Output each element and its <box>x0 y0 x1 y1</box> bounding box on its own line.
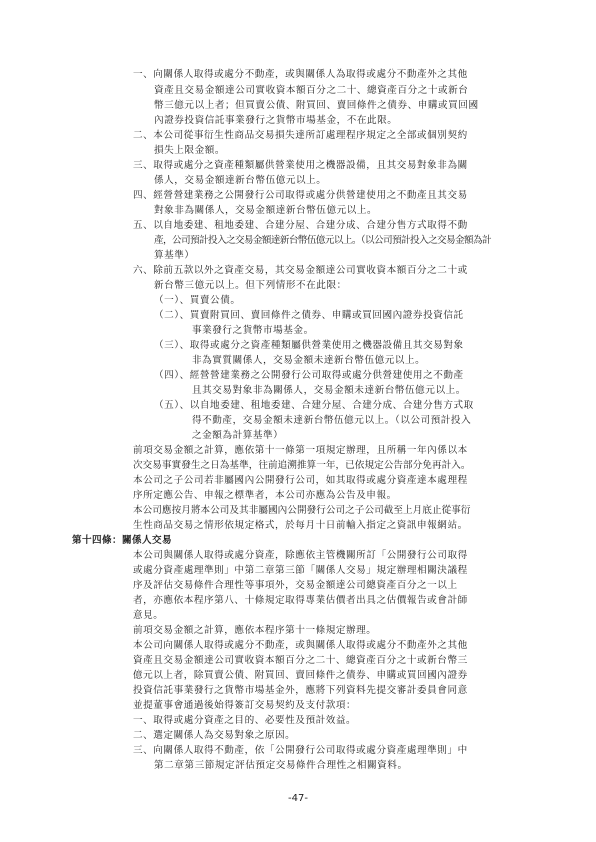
text-line: （五）、以自地委建、租地委建、合建分屋、合建分成、合建分售方式取 <box>154 400 474 411</box>
text-line: 序所定應公告、申報之標準者，本公司亦應為公告及申報。 <box>133 490 397 501</box>
text-line: 意見。 <box>133 610 164 621</box>
text-line: 產，公司預計投入之交易金額達新台幣伍億元以上。（以公司預計投入之交易金額為計 <box>154 235 491 246</box>
text-line: 內證券投資信託事業發行之貨幣市場基金，不在此限。 <box>154 115 398 126</box>
text-line: 算基準） <box>154 250 195 261</box>
text-line: 億元以上者，除買賣公債、附買回、賣回條件之債券、申購或買回國內證券 <box>133 670 468 681</box>
text-line: （四）、經營營建業務之公開發行公司取得或處分供營建使用之不動產 <box>154 370 464 381</box>
article-heading: 第十四條：關係人交易 <box>72 535 172 546</box>
text-line: 本公司與關係人取得或處分資產，除應依主管機關所訂「公開發行公司取得 <box>133 550 468 561</box>
text-line: 二、選定關係人為交易對象之原因。 <box>133 730 296 741</box>
text-line: （二）、買賣附買回、賣回條件之債券、申購或買回國內證券投資信託 <box>154 310 464 321</box>
text-line: 第二章第三節規定評估預定交易條件合理性之相關資料。 <box>154 760 408 771</box>
text-line: 生性商品交易之情形依規定格式，於每月十日前輸入指定之資訊申報網站。 <box>133 520 468 531</box>
text-line: 資產且交易金額達公司實收資本額百分之二十、總資產百分之十或新台 <box>154 85 469 96</box>
text-line: 或處分資產處理準則」中第二章第三節「關係人交易」規定辦理相關決議程 <box>133 565 468 576</box>
text-line: （一）、買賣公債。 <box>154 295 241 306</box>
text-line: 且其交易對象非為關係人，交易金額未達新台幣伍億元以上。 <box>192 385 466 396</box>
text-line: 係人，交易金額達新台幣伍億元以上。 <box>154 175 327 186</box>
text-line: 前項交易金額之計算，應依本程序第十一條規定辦理。 <box>133 625 377 636</box>
text-line: 幣三億元以上者；但買賣公債、附買回、賣回條件之債券、申購或買回國 <box>154 100 479 111</box>
text-line: 四、經營營建業務之公開發行公司取得或處分供營建使用之不動產且其交易 <box>133 190 468 201</box>
text-line: 三、向關係人取得不動產，依「公開發行公司取得或處分資產處理準則」中 <box>133 745 468 756</box>
text-line: 六、除前五款以外之資產交易，其交易金額達公司實收資本額百分之二十或 <box>133 265 468 276</box>
text-line: 事業發行之貨幣市場基金。 <box>192 325 314 336</box>
text-line: 投資信託事業發行之貨幣市場基金外，應將下列資料先提交審計委員會同意 <box>133 685 468 696</box>
text-line: 二、本公司從事衍生性商品交易損失達所訂處理程序規定之全部或個別契約 <box>133 130 468 141</box>
text-line: 者，亦應依本程序第八、十條規定取得專業估價者出具之估價報告或會計師 <box>133 595 468 606</box>
text-line: 序及評估交易條件合理性等事項外，交易金額達公司總資產百分之一以上 <box>133 580 458 591</box>
text-line: 非為實質關係人，交易金額未達新台幣伍億元以上。 <box>192 355 426 366</box>
text-line: 前項交易金額之計算，應依第十一條第一項規定辦理，且所稱一年內係以本 <box>133 445 468 456</box>
text-line: 之金額為計算基準） <box>192 430 284 441</box>
text-line: 新台幣三億元以上。但下列情形不在此限： <box>154 280 347 291</box>
text-line: （三）、取得或處分之資產種類屬供營業使用之機器設備且其交易對象 <box>154 340 464 351</box>
text-line: 本公司之子公司若非屬國內公開發行公司，如其取得或處分資產達本處理程 <box>133 475 468 486</box>
text-line: 次交易事實發生之日為基準，往前追溯推算一年，已依規定公告部分免再計入。 <box>133 460 471 471</box>
text-line: 三、取得或處分之資產種類屬供營業使用之機器設備，且其交易對象非為關 <box>133 160 468 171</box>
text-line: 得不動產，交易金額未達新台幣伍億元以上。（以公司預計投入 <box>192 415 472 426</box>
text-line: 損失上限金額。 <box>154 145 226 156</box>
text-line: 並提董事會通過後始得簽訂交易契約及支付款項： <box>133 700 357 711</box>
text-line: 本公司應按月將本公司及其非屬國內公開發行公司之子公司截至上月底止從事衍 <box>133 505 471 516</box>
text-line: 資產且交易金額達公司實收資本額百分之二十、總資產百分之十或新台幣三 <box>133 655 468 666</box>
text-line: 對象非為關係人，交易金額達新台幣伍億元以上。 <box>154 205 378 216</box>
text-line: 一、取得或處分資產之目的、必要性及預計效益。 <box>133 715 357 726</box>
text-line: 一、向關係人取得或處分不動產，或與關係人為取得或處分不動產外之其他 <box>133 69 468 80</box>
text-line: 五、以自地委建、租地委建、合建分屋、合建分成、合建分售方式取得不動 <box>133 220 468 231</box>
text-line: 本公司向關係人取得或處分不動產，或與關係人取得或處分不動產外之其他 <box>133 640 468 651</box>
page-number: -47- <box>288 793 308 804</box>
